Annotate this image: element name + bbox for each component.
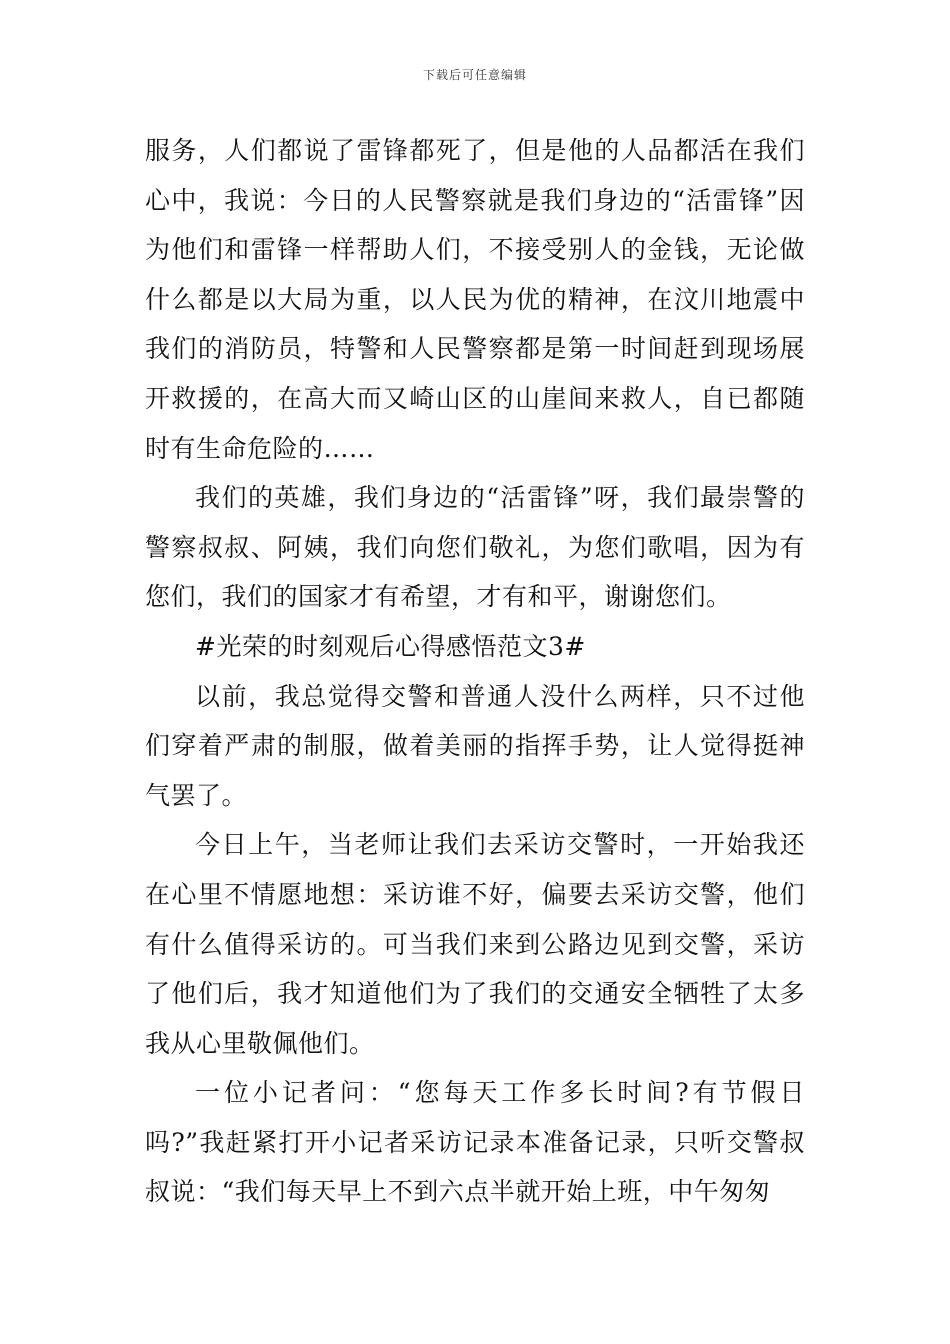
document-body: [145, 126, 805, 1217]
paragraph: 一位小记者问：“您每天工作多长时间?有节假日吗?”我赶紧打开小记者采访记录本准备记录，只听交警叔叔说：“我们每天早上不到六点半就开始上班，中午匆匆: [145, 1078, 805, 1207]
paragraph: 今日上午，当老师让我们去采访交警时，一开始我还在心里不情愿地想：采访谁不好，偏要去采访交警，他们有什么值得采访的。可当我们来到公路边见到交警，采访了他们后，我才知道他们为了我们的交通安全牺牲了太多我从心里敬佩他们。: [145, 830, 805, 1058]
paragraph: 我们的英雄，我们身边的“活雷锋”呀，我们最崇警的警察叔叔、阿姨，我们向您们敬礼，为您们歌唱，因为有您们，我们的国家才有希望，才有和平，谢谢您们。: [145, 483, 805, 612]
page-header: 下载后可任意编辑: [422, 68, 527, 82]
paragraph: 以前，我总觉得交警和普通人没什么两样，只不过他们穿着严肃的制服，做着美丽的指挥手势，让人觉得挺神气罢了。: [145, 681, 805, 810]
section-heading: #光荣的时刻观后心得感悟范文3#: [195, 631, 586, 661]
paragraph-continued: 服务，人们都说了雷锋都死了，但是他的人品都活在我们心中，我说：今日的人民警察就是我们身边的“活雷锋”因为他们和雷锋一样帮助人们，不接受别人的金钱，无论做什么都是以大局为重，以人民为优的精神，在汶川地震中我们的消防员，特警和人民警察都是第一时间赶到现场展开救援的，在高大而又崎山区的山崖间来救人，自已都随时有生命危险的……: [145, 136, 805, 463]
